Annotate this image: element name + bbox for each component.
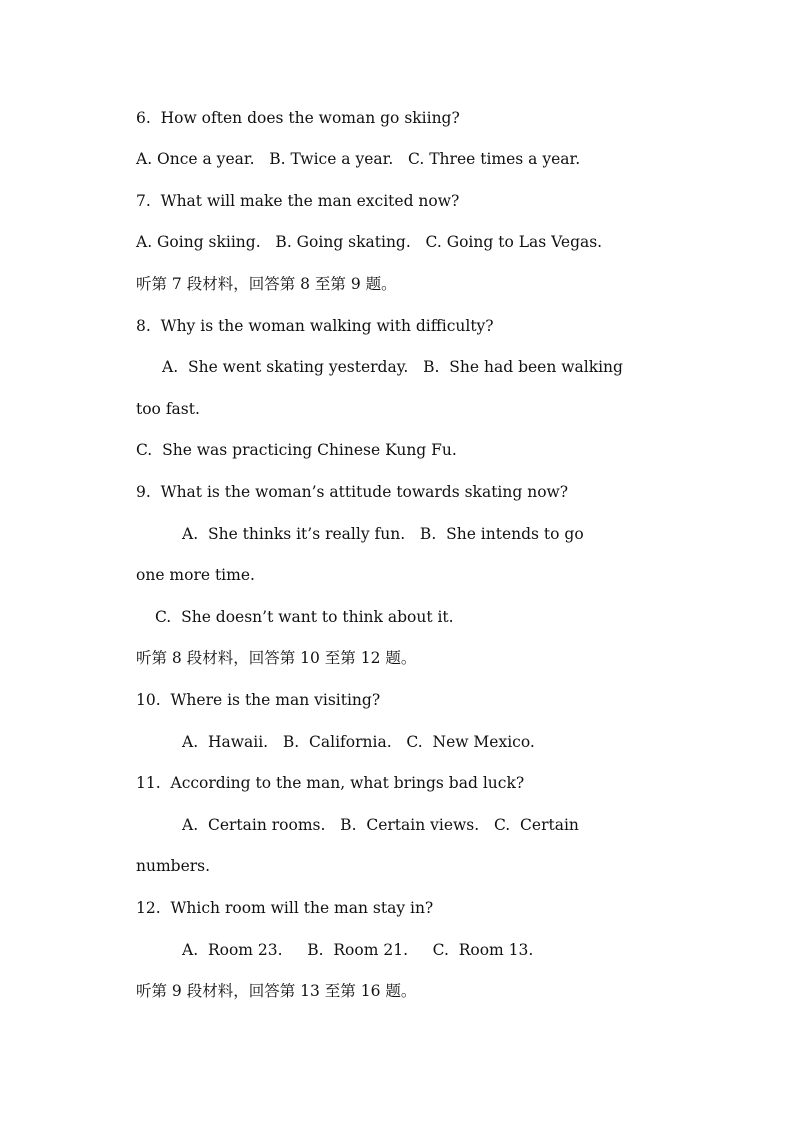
section-heading-7: 听第 7 段材料，回答第 8 至第 9 题。 (136, 275, 397, 293)
question-9-option-c: C. She doesn’t want to think about it. (155, 608, 454, 626)
section-heading-8: 听第 8 段材料，回答第 10 至第 12 题。 (136, 649, 417, 667)
question-9-options-continued: one more time. (136, 566, 255, 584)
question-8-options-continued: too fast. (136, 400, 200, 418)
question-10-options: A. Hawaii. B. California. C. New Mexico. (182, 733, 535, 751)
question-9: 9. What is the woman’s attitude towards skating now? (136, 483, 569, 501)
question-9-options: A. She thinks it’s really fun. B. She intends to go (182, 525, 584, 543)
question-8-options: A. She went skating yesterday. B. She had been walking (162, 358, 623, 376)
question-7-options: A. Going skiing. B. Going skating. C. Going to Las Vegas. (136, 233, 603, 251)
question-8-option-c: C. She was practicing Chinese Kung Fu. (136, 441, 457, 459)
question-10: 10. Where is the man visiting? (136, 691, 381, 709)
question-6-options: A. Once a year. B. Twice a year. C. Three times a year. (136, 150, 581, 168)
question-7: 7. What will make the man excited now? (136, 192, 460, 210)
question-12: 12. Which room will the man stay in? (136, 899, 434, 917)
question-8: 8. Why is the woman walking with difficulty? (136, 317, 494, 335)
question-12-options: A. Room 23. B. Room 21. C. Room 13. (182, 941, 534, 959)
question-11-options-continued: numbers. (136, 857, 211, 875)
section-heading-9: 听第 9 段材料，回答第 13 至第 16 题。 (136, 982, 417, 1000)
question-11-options: A. Certain rooms. B. Certain views. C. Certain (182, 816, 579, 834)
question-6: 6. How often does the woman go skiing? (136, 109, 460, 127)
question-11: 11. According to the man, what brings bad luck? (136, 774, 525, 792)
